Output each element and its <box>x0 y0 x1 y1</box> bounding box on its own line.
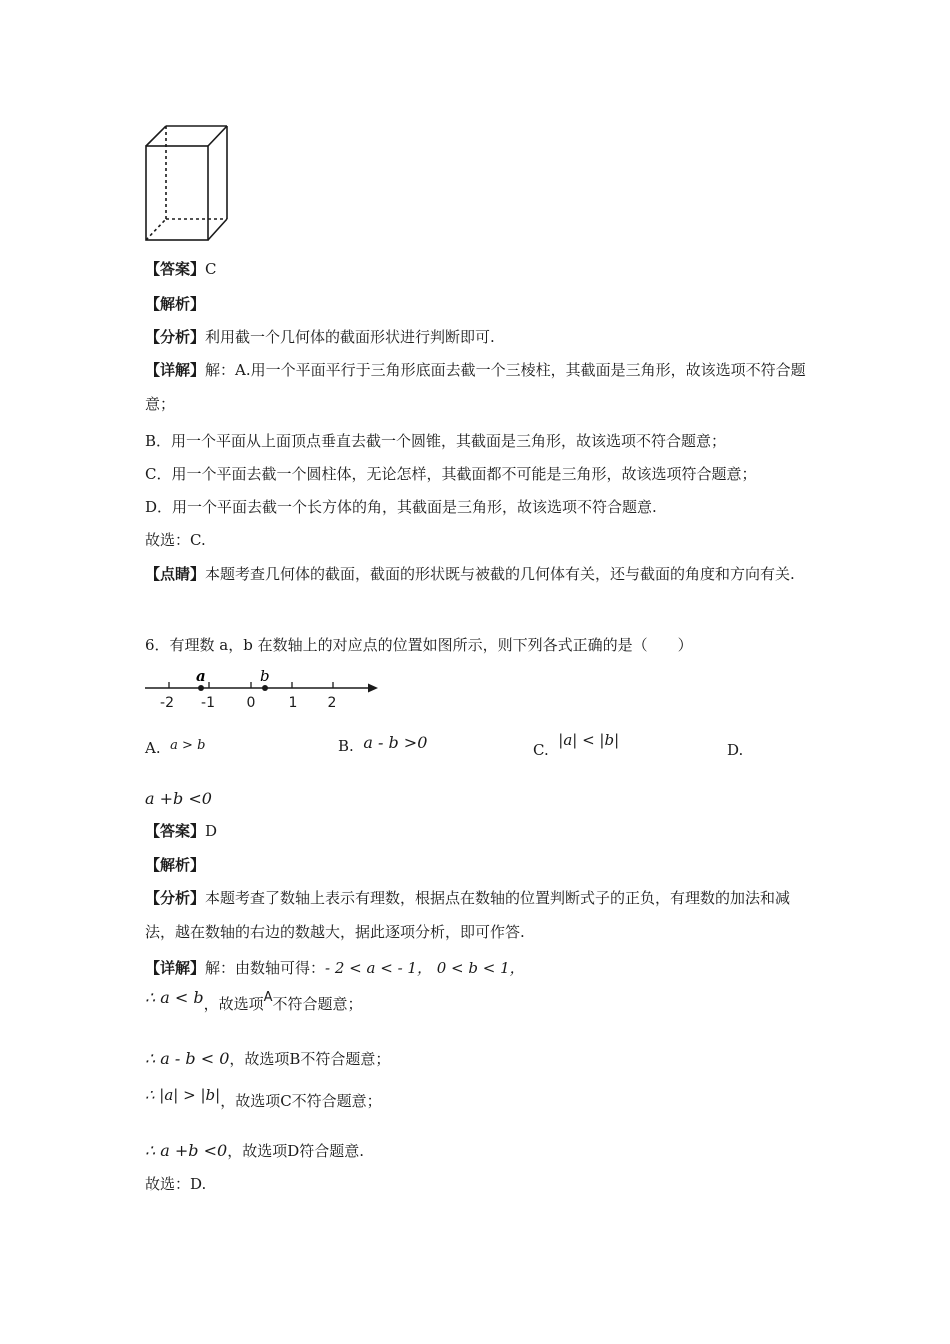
question-6-stem: 6．有理数 a，b 在数轴上的对应点的位置如图所示，则下列各式正确的是（ ） <box>145 636 693 654</box>
option-a-label: A. <box>145 739 161 757</box>
fenxi-text: 利用截一个几何体的截面形状进行判断即可. <box>205 328 495 346</box>
step-3-text: ，故选项C不符合题意； <box>220 1092 382 1110</box>
analysis-heading: 【解析】 <box>145 295 206 313</box>
choice-line-bottom: 故选：D. <box>145 1175 207 1193</box>
xiangjie-label-bottom: 【详解】 <box>145 959 206 977</box>
answer-label: 【答案】 <box>145 260 206 278</box>
answer-value: C <box>205 260 217 278</box>
option-b-label: B. <box>338 737 354 755</box>
answer-value-bottom: D <box>205 822 218 840</box>
tick-label-neg1: -1 <box>201 695 215 711</box>
answer-line-bottom <box>145 821 217 841</box>
step-2-text: ，故选项B不符合题意； <box>229 1050 391 1068</box>
option-c-explanation: C．用一个平面去截一个圆柱体，无论怎样，其截面都不可能是三角形，故该选项符合题意； <box>145 465 757 483</box>
step-2 <box>145 1049 390 1069</box>
option-b-explanation: B．用一个平面从上面顶点垂直去截一个圆锥，其截面是三角形，故该选项不符合题意； <box>145 432 727 450</box>
step-4-expr: ∴ a +b <0 <box>145 1141 228 1160</box>
step-3 <box>145 1086 382 1111</box>
option-a <box>145 738 205 760</box>
step-4-text: ，故选项D符合题意. <box>227 1142 365 1160</box>
option-b <box>338 733 428 756</box>
option-c-label: C. <box>533 741 549 759</box>
tick-label-0: 0 <box>246 695 256 711</box>
option-d <box>727 740 743 760</box>
fenxi-text-bottom: 本题考查了数轴上表示有理数，根据点在数轴的位置判断式子的正负，有理数的加法和减法，越在数轴的右边的数越大，据此逐项分析，即可作答. <box>145 889 791 941</box>
step-1-text: ，故选项 <box>203 995 264 1013</box>
dianjing-paragraph <box>145 557 810 591</box>
xiangjie-line-bottom <box>145 958 525 978</box>
xiangjie-prefix: 解：由数轴可得： <box>205 959 326 977</box>
step-3-expr: ∴ |a| > |b| <box>145 1086 221 1104</box>
step-4 <box>145 1141 364 1161</box>
fenxi-label: 【分析】 <box>145 328 206 346</box>
prism-figure <box>140 120 235 245</box>
fenxi-line <box>145 327 495 347</box>
step-1 <box>145 988 363 1016</box>
fenxi-label-bottom: 【分析】 <box>145 889 206 907</box>
xiangjie-text: 解：A.用一个平面平行于三角形底面去截一个三棱柱，其截面是三角形，故该选项不符合题意； <box>145 361 806 413</box>
dianjing-text: 本题考查几何体的截面，截面的形状既与被截的几何体有关，还与截面的角度和方向有关. <box>205 565 795 583</box>
xiangjie-inequality: - 2 < a < - 1， 0 < b < 1， <box>325 959 525 977</box>
step-1-tail: 不符合题意； <box>272 995 363 1013</box>
option-d-expr: a +b <0 <box>145 789 212 808</box>
point-label-a: a <box>196 667 206 685</box>
analysis-heading-bottom: 【解析】 <box>145 856 206 874</box>
tick-label-1: 1 <box>288 695 298 711</box>
step-2-expr: ∴ a - b < 0 <box>145 1049 230 1068</box>
answer-line-top <box>145 259 217 279</box>
step-1-letter: A <box>263 990 273 1005</box>
option-d-label: D. <box>727 741 744 759</box>
option-b-expr: a - b >0 <box>363 733 428 752</box>
number-line <box>140 665 385 715</box>
choice-line-top: 故选：C. <box>145 531 206 549</box>
dianjing-label: 【点睛】 <box>145 565 206 583</box>
step-1-expr: ∴ a < b <box>145 988 204 1007</box>
tick-label-2: 2 <box>327 695 337 711</box>
answer-label-bottom: 【答案】 <box>145 822 206 840</box>
option-c-expr: |a| < |b| <box>558 731 620 749</box>
xiangjie-paragraph <box>145 353 810 421</box>
fenxi-paragraph-bottom <box>145 881 810 949</box>
xiangjie-label: 【详解】 <box>145 361 206 379</box>
option-a-expr: a > b <box>170 738 206 753</box>
option-d-explanation: D．用一个平面去截一个长方体的角，其截面是三角形，故该选项不符合题意. <box>145 498 657 516</box>
tick-label-neg2: -2 <box>160 695 174 711</box>
option-c <box>533 731 620 759</box>
point-label-b: b <box>260 667 270 685</box>
